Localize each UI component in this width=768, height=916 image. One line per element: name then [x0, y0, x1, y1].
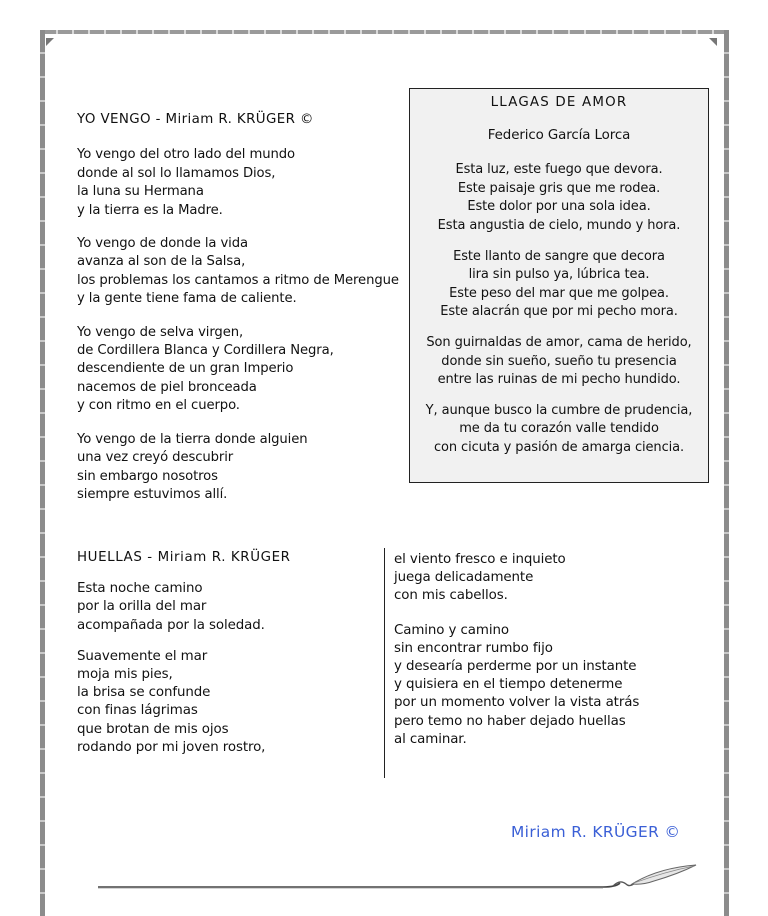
poem-huellas-left-column: [77, 549, 377, 770]
poem-line: con finas lágrimas: [77, 703, 198, 719]
stanza: [77, 324, 387, 416]
poem-line: Y, aunque busco la cumbre de prudencia,: [425, 402, 693, 418]
poem-title: LLAGAS DE AMOR: [490, 95, 628, 110]
poem-line: Yo vengo de donde la vida: [77, 236, 248, 252]
stanza: [77, 146, 387, 220]
author-signature: Miriam R. KRÜGER ©: [511, 823, 681, 841]
stanza: [410, 161, 708, 235]
poem-yo-vengo: [77, 111, 399, 519]
poem-line: donde sin sueño, sueño tu presencia: [441, 353, 677, 369]
poem-line: lira sin pulso ya, lúbrica tea.: [468, 267, 650, 283]
stanza: [410, 334, 708, 390]
poem-line: la brisa se confunde: [77, 685, 211, 701]
poem-line: con cicuta y pasión de amarga ciencia.: [433, 439, 685, 455]
poem-line: y la tierra es la Madre.: [77, 202, 223, 218]
poem-line: con mis cabellos.: [394, 588, 508, 604]
poem-line: Este llanto de sangre que decora: [453, 248, 665, 264]
stanza: [77, 235, 399, 309]
stanza: [394, 622, 694, 749]
poem-line: sin encontrar rumbo fijo: [394, 640, 553, 656]
stanza: [77, 431, 387, 505]
poem-line: Este peso del mar que me golpea.: [449, 285, 669, 301]
poem-line: nacemos de piel bronceada: [77, 379, 257, 395]
poem-line: y con ritmo en el cuerpo.: [77, 398, 240, 414]
poem-line: por un momento volver la vista atrás: [394, 695, 640, 711]
poem-line: sin embargo nosotros: [77, 468, 218, 484]
poem-line: avanza al son de la Salsa,: [77, 254, 246, 270]
poem-line: Este paisaje gris que me rodea.: [457, 180, 661, 196]
poem-line: y la gente tiene fama de caliente.: [77, 291, 297, 307]
poem-stanzas: [410, 161, 708, 457]
poem-line: Yo vengo de la tierra donde alguien: [77, 431, 308, 447]
poem-line: Este dolor por una sola idea.: [467, 199, 651, 215]
poem-huellas-right-column: [394, 551, 694, 765]
page-frame-top: [42, 30, 728, 34]
page-frame-right: [724, 30, 729, 916]
poem-llagas-de-amor-box: [409, 88, 709, 483]
poem-line: Este alacrán que por mi pecho mora.: [440, 304, 678, 320]
poem-line: acompañada por la soledad.: [77, 617, 265, 633]
poem-line: y desearía perderme por un instante: [394, 659, 637, 675]
poem-line: me da tu corazón valle tendido: [459, 421, 659, 437]
poem-line: Son guirnaldas de amor, cama de herido,: [426, 334, 692, 350]
poem-title: HUELLAS - Miriam R. KRÜGER: [77, 550, 291, 565]
stanza: [394, 551, 694, 606]
poem-line: moja mis pies,: [77, 667, 173, 683]
poem-line: entre las ruinas de mi pecho hundido.: [437, 372, 681, 388]
poem-title: YO VENGO - Miriam R. KRÜGER ©: [77, 112, 314, 127]
poem-line: pero temo no haber dejado huellas: [394, 713, 626, 729]
corner-triangle-icon: [709, 38, 717, 46]
poem-line: Yo vengo de selva virgen,: [77, 324, 244, 340]
poem-line: descendiente de un gran Imperio: [77, 361, 294, 377]
page-frame-left: [40, 30, 45, 916]
poem-stanzas: [394, 551, 694, 749]
poem-line: al caminar.: [394, 731, 467, 747]
poem-line: Esta noche camino: [77, 581, 203, 597]
stanza: [77, 580, 377, 635]
poem-line: la luna su Hermana: [77, 184, 204, 200]
poem-stanzas: [77, 580, 377, 757]
poem-line: el viento fresco e inquieto: [394, 552, 566, 567]
poem-line: Camino y camino: [394, 622, 509, 638]
stanza: [77, 648, 377, 757]
poem-line: que brotan de mis ojos: [77, 721, 229, 737]
column-divider: [384, 548, 385, 778]
poem-author: Federico García Lorca: [487, 127, 631, 143]
poem-line: juega delicadamente: [394, 570, 534, 586]
quill-pen-icon: [98, 862, 698, 892]
poem-line: una vez creyó descubrir: [77, 450, 234, 466]
poem-line: los problemas los cantamos a ritmo de Merengue: [77, 272, 399, 288]
poem-line: por la orilla del mar: [77, 599, 207, 615]
poem-line: donde al sol lo llamamos Dios,: [77, 165, 276, 181]
poem-line: de Cordillera Blanca y Cordillera Negra,: [77, 343, 334, 359]
poem-line: siempre estuvimos allí.: [77, 486, 228, 502]
corner-triangle-icon: [46, 38, 54, 46]
poem-line: Esta angustia de cielo, mundo y hora.: [437, 217, 681, 233]
stanza: [410, 402, 708, 458]
poem-stanzas: [77, 146, 399, 504]
poem-line: rodando por mi joven rostro,: [77, 739, 266, 755]
stanza: [410, 248, 708, 322]
poem-line: y quisiera en el tiempo detenerme: [394, 677, 623, 693]
poem-line: Suavemente el mar: [77, 648, 208, 664]
poem-line: Esta luz, este fuego que devora.: [455, 162, 663, 178]
poem-line: Yo vengo del otro lado del mundo: [77, 147, 295, 163]
